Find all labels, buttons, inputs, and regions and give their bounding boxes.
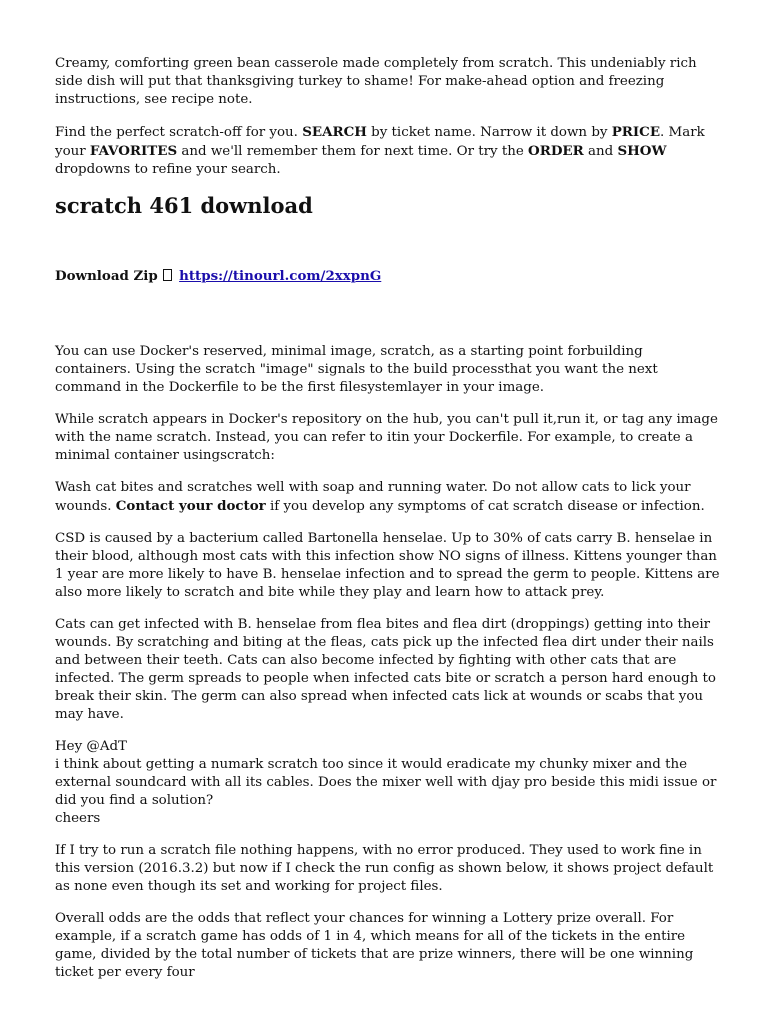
text: and (583, 144, 618, 159)
page-title: scratch 461 download (55, 193, 313, 218)
download-link[interactable]: https://tinourl.com/2xxpnG (179, 268, 382, 284)
infection-paragraph: Cats can get infected with B. henselae from flea bites and flea dirt (droppings) getting into their wounds. By scratching and biting at the fleas, cats pick up the infected flea dirt under their nails and between their teeth. Cats can also become infected by fighting with other cats that are infected. The germ spreads to people when infected cats bite or scratch a person hard enough to break their skin. The germ can also spread when infected cats lick at wounds or scabs that you may have. (55, 617, 716, 722)
text: and we'll remember them for next time. Or try the (177, 144, 529, 159)
greeting: Hey @AdT (55, 739, 127, 754)
show-keyword: SHOW (617, 143, 667, 159)
missing-glyph-icon (163, 269, 172, 281)
search-tips-paragraph (55, 123, 720, 179)
spacer (55, 285, 720, 343)
price-keyword: PRICE (611, 124, 661, 140)
message: i think about getting a numark scratch too since it would eradicate my chunky mixer and the external soundcard with all its cables. Does the mixer well with djay pro beside this midi issue or did you find a solution? (55, 757, 717, 808)
intro-paragraph: Creamy, comforting green bean casserole made completely from scratch. This undeniably rich side dish will put that thanksgiving turkey to shame! For make-ahead option and freezing instructions, see recipe note. (55, 56, 697, 107)
run-config-paragraph: If I try to run a scratch file nothing happens, with no error produced. They used to work fine in this version (2016.3.2) but now if I check the run config as shown below, it shows project default as none even though its set and working for project files. (55, 843, 714, 894)
forum-post-paragraph (55, 738, 720, 828)
csd-paragraph: CSD is caused by a bacterium called Bartonella henselae. Up to 30% of cats carry B. henselae in their blood, although most cats with this infection show NO signs of illness. Kittens younger than 1 year are more likely to have B. henselae infection and to spread the germ to people. Kittens are also more likely to scratch and bite while they play and learn how to attack prey. (55, 531, 720, 600)
document-content (55, 55, 720, 996)
text: Wash cat bites and scratches well with soap and running water. Do not allow cats to lick your wounds. (55, 480, 691, 514)
docker-paragraph-1: You can use Docker's reserved, minimal image, scratch, as a starting point forbuilding containers. Using the scratch "image" signals to the build processthat you want the next command in the Dockerfile to be the first filesystemlayer in your image. (55, 344, 658, 395)
text: if you develop any symptoms of cat scratch disease or infection. (265, 499, 705, 514)
text: dropdowns to refine your search. (55, 162, 281, 177)
signoff: cheers (55, 811, 101, 826)
text: Find the perfect scratch-off for you. (55, 125, 303, 140)
odds-paragraph: Overall odds are the odds that reflect your chances for winning a Lottery prize overall. For example, if a scratch game has odds of 1 in 4, which means for all of the tickets in the entire game, divided by the total number of tickets that are prize winners, there will be one winning ticket per every four (55, 911, 694, 980)
download-label: Download Zip (55, 268, 163, 284)
cat-wound-paragraph (55, 479, 720, 516)
contact-doctor-emphasis: Contact your doctor (115, 498, 266, 514)
search-keyword: SEARCH (302, 124, 367, 140)
docker-paragraph-2: While scratch appears in Docker's repository on the hub, you can't pull it,run it, or tag any image with the name scratch. Instead, you can refer to itin your Dockerfile. For example, to create a minimal container usingscratch: (55, 412, 718, 463)
text: . Mark your (55, 125, 705, 159)
order-keyword: ORDER (528, 143, 584, 159)
download-line (55, 267, 720, 285)
favorites-keyword: FAVORITES (89, 143, 178, 159)
text: by ticket name. Narrow it down by (366, 125, 612, 140)
